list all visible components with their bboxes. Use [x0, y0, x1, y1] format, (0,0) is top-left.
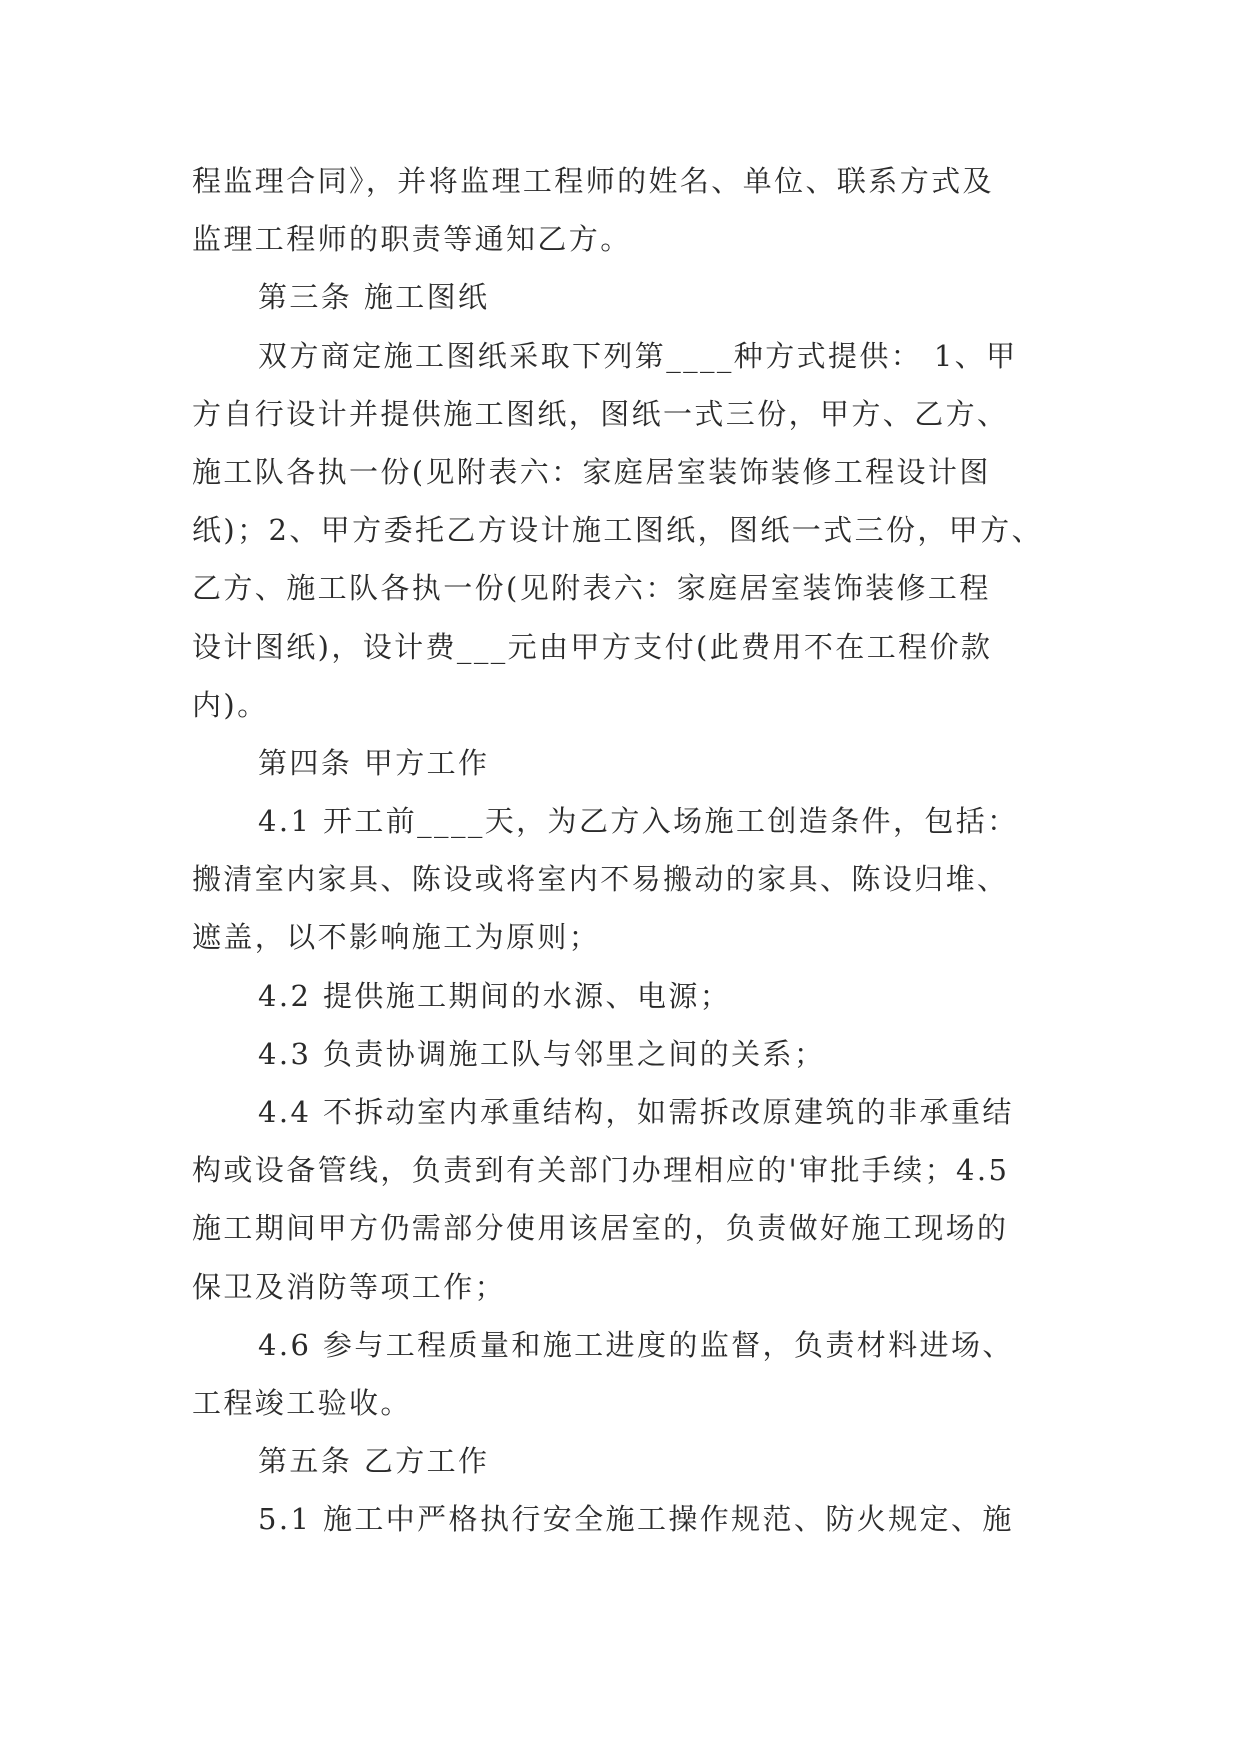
text-line: 4.4 不拆动室内承重结构，如需拆改原建筑的非承重结 [258, 1095, 1014, 1129]
text-line: 设计图纸)，设计费___元由甲方支付(此费用不在工程价款 [192, 629, 993, 664]
text-line: 保卫及消防等项工作； [192, 1269, 507, 1304]
text-line: 构或设备管线，负责到有关部门办理相应的'审批手续；4.5 [192, 1153, 1010, 1188]
text-line: 方自行设计并提供施工图纸，图纸一式三份，甲方、乙方、 [192, 396, 1009, 431]
section-heading: 第五条 乙方工作 [258, 1444, 490, 1479]
text-line: 双方商定施工图纸采取下列第____种方式提供： 1、甲 [258, 338, 1018, 373]
text-line: 监理工程师的职责等通知乙方。 [192, 222, 632, 257]
text-line: 乙方、施工队各执一份(见附表六：家庭居室装饰装修工程 [192, 571, 991, 606]
text-line: 搬清室内家具、陈设或将室内不易搬动的家具、陈设归堆、 [192, 862, 1009, 897]
text-line: 工程竣工验收。 [192, 1385, 412, 1420]
text-line: 程监理合同》，并将监理工程师的姓名、单位、联系方式及 [192, 164, 994, 198]
text-line: 遮盖，以不影响施工为原则； [192, 920, 601, 955]
text-line: 施工队各执一份(见附表六：家庭居室装饰装修工程设计图 [192, 454, 991, 489]
contract-text-body [192, 152, 1052, 1549]
text-line: 5.1 施工中严格执行安全施工操作规范、防火规定、施 [258, 1502, 1014, 1537]
text-line: 内)。 [192, 687, 269, 722]
text-line: 4.2 提供施工期间的水源、电源； [258, 978, 732, 1013]
text-line: 4.3 负责协调施工队与邻里之间的关系； [258, 1036, 826, 1071]
text-line: 4.6 参与工程质量和施工进度的监督，负责材料进场、 [258, 1327, 1014, 1362]
text-line: 施工期间甲方仍需部分使用该居室的，负责做好施工现场的 [192, 1211, 1009, 1246]
section-heading: 第四条 甲方工作 [258, 745, 490, 780]
text-line: 4.1 开工前____天，为乙方入场施工创造条件，包括： [258, 804, 1019, 839]
section-heading: 第三条 施工图纸 [258, 280, 490, 315]
text-line: 纸)；2、甲方委托乙方设计施工图纸，图纸一式三份，甲方、 [192, 513, 1043, 548]
